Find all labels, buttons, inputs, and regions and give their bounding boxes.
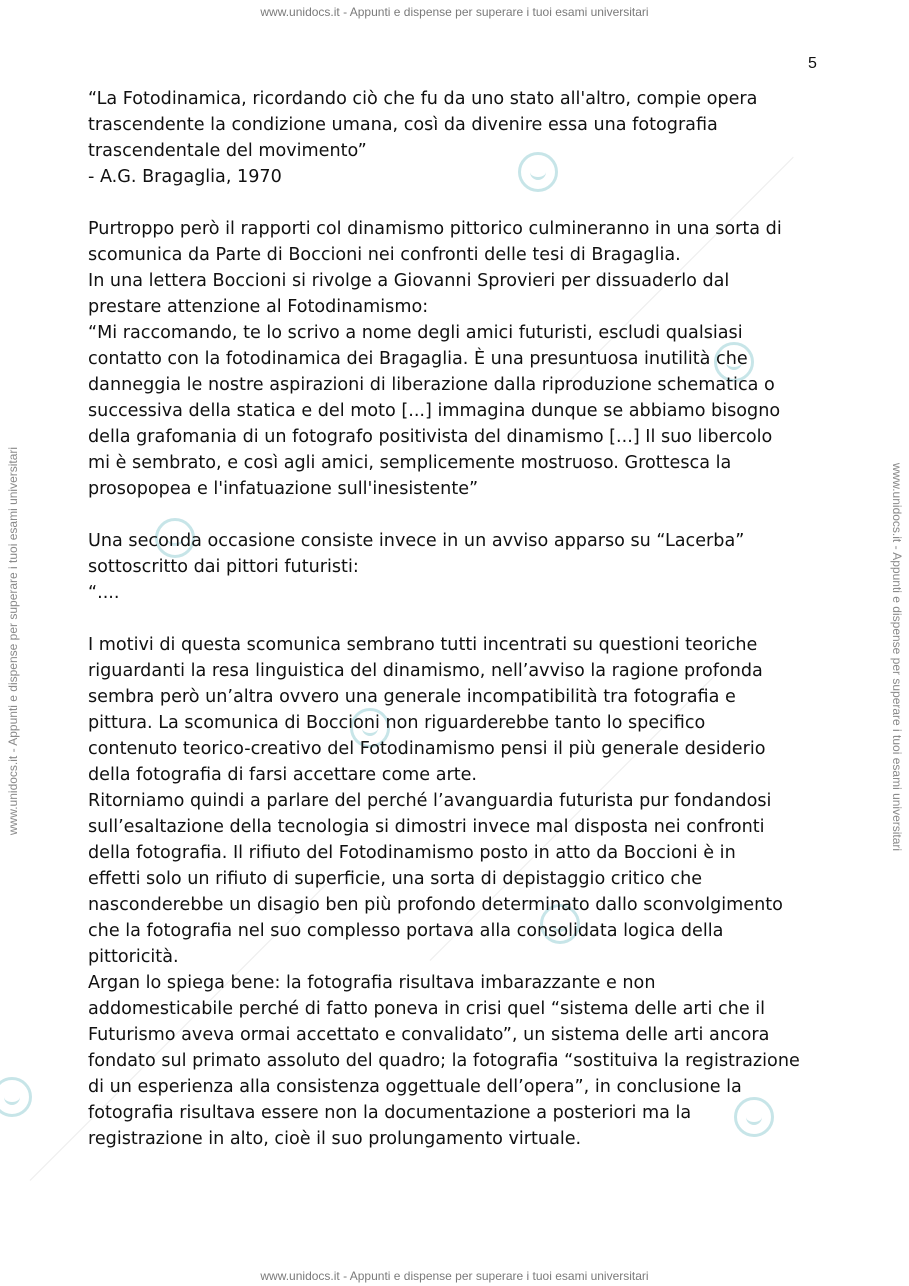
text-line: pittura. La scomunica di Boccioni non riguarderebbe tanto lo specifico [88, 713, 706, 733]
text-line: trascendentale del movimento” [88, 141, 367, 161]
watermark-right-edge: www.unidocs.it - Appunti e dispense per superare i tuoi esami universitari [890, 462, 904, 852]
text-line: danneggia le nostre aspirazioni di liberazione dalla riproduzione schematica o [88, 375, 775, 395]
text-line: scomunica da Parte di Boccioni nei confronti delle tesi di Bragaglia. [88, 245, 681, 265]
text-line: effetti solo un rifiuto di superficie, una sorta di depistaggio critico che [88, 869, 703, 889]
text-line: fotografia risultava essere non la documentazione a posteriori ma la [88, 1103, 692, 1123]
text-line: fondato sul primato assoluto del quadro; la fotografia “sostituiva la registrazione [88, 1051, 800, 1071]
text-line: riguardanti la resa linguistica del dinamismo, nell’avviso la ragione profonda [88, 661, 763, 681]
text-line: sottoscritto dai pittori futuristi: [88, 557, 359, 577]
text-line: nasconderebbe un disagio ben più profondo determinato dallo sconvolgimento [88, 895, 783, 915]
text-line: della fotografia. Il rifiuto del Fotodinamismo posto in atto da Boccioni è in [88, 843, 736, 863]
document-body [88, 86, 828, 1152]
text-line: “Mi raccomando, te lo scrivo a nome degli amici futuristi, escludi qualsiasi [88, 323, 743, 343]
text-line: prosopopea e l'infatuazione sull'inesistente” [88, 479, 479, 499]
text-line: sull’esaltazione della tecnologia si dimostri invece mal disposta nei confronti [88, 817, 765, 837]
text-line: “.... [88, 583, 120, 603]
blank-line [88, 606, 828, 632]
text-line: addomesticabile perché di fatto poneva in crisi quel “sistema delle arti che il [88, 999, 766, 1019]
blank-line [88, 190, 828, 216]
text-line: successiva della statica e del moto [...] immagina dunque se abbiamo bisogno [88, 401, 781, 421]
text-line: “La Fotodinamica, ricordando ciò che fu da uno stato all'altro, compie opera [88, 89, 758, 109]
watermark-footer: www.unidocs.it - Appunti e dispense per superare i tuoi esami universitari [260, 1269, 649, 1283]
text-line: pittoricità. [88, 947, 179, 967]
text-line: I motivi di questa scomunica sembrano tutti incentrati su questioni teoriche [88, 635, 758, 655]
text-line: registrazione in alto, cioè il suo prolungamento virtuale. [88, 1129, 582, 1149]
watermark-logo-icon [0, 1077, 32, 1117]
text-line: Argan lo spiega bene: la fotografia risultava imbarazzante e non [88, 973, 656, 993]
watermark-left-edge: www.unidocs.it - Appunti e dispense per superare i tuoi esami universitari [6, 446, 20, 836]
text-line: che la fotografia nel suo complesso portava alla consolidata logica della [88, 921, 724, 941]
text-line: trascendente la condizione umana, così da divenire essa una fotografia [88, 115, 718, 135]
blank-line [88, 502, 828, 528]
text-line: contatto con la fotodinamica dei Bragaglia. È una presuntuosa inutilità che [88, 349, 748, 369]
text-line: Futurismo aveva ormai accettato e convalidato”, un sistema delle arti ancora [88, 1025, 770, 1045]
text-line: di un esperienza alla consistenza oggettuale dell’opera”, in conclusione la [88, 1077, 742, 1097]
watermark-header: www.unidocs.it - Appunti e dispense per superare i tuoi esami universitari [260, 5, 649, 19]
text-line: sembra però un’altra ovvero una generale incompatibilità tra fotografia e [88, 687, 736, 707]
text-line: Ritorniamo quindi a parlare del perché l’avanguardia futurista pur fondandosi [88, 791, 772, 811]
text-line: - A.G. Bragaglia, 1970 [88, 167, 282, 187]
text-line: Purtroppo però il rapporti col dinamismo pittorico culmineranno in una sorta di [88, 219, 782, 239]
text-line: mi è sembrato, e così agli amici, semplicemente mostruoso. Grottesca la [88, 453, 732, 473]
text-line: della fotografia di farsi accettare come arte. [88, 765, 478, 785]
text-line: della grafomania di un fotografo positivista del dinamismo [...] Il suo libercolo [88, 427, 773, 447]
text-line: contenuto teorico-creativo del Fotodinamismo pensi il più generale desiderio [88, 739, 766, 759]
text-line: In una lettera Boccioni si rivolge a Giovanni Sprovieri per dissuaderlo dal [88, 271, 730, 291]
page-number: 5 [808, 55, 817, 72]
text-line: Una seconda occasione consiste invece in un avviso apparso su “Lacerba” [88, 531, 745, 551]
text-line: prestare attenzione al Fotodinamismo: [88, 297, 429, 317]
